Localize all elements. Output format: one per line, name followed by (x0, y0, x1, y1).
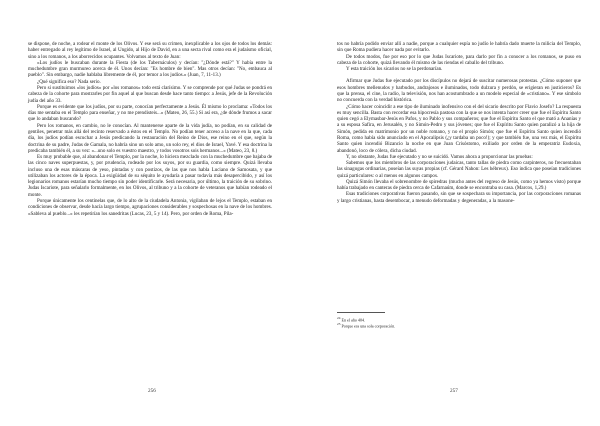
paragraph: De todos modos, fue por eso por lo que Judas Iscariote, para darlo por fin a conocer a los romanos, se puso en cabeza de la cohorte, quizá llevando él mismo de las riendas el caballo del tribuno. (337, 53, 581, 66)
paragraph: Y esta traición los sicarios no se la perdonarían. (346, 66, 443, 73)
paragraph: Quizá Simón llevaba el sobrenombre de spiredras (mucho antes del regreso de Jesús, como ya hemos visto) porque había trabajado en canteras de piedra cerca de Cafarnaúm, donde se encontraba su casa. (Marcos, 1,29.) (337, 178, 581, 192)
paragraph: ¿Qué significa eso? Nada serio. (37, 78, 101, 85)
paragraph: Porque únicamente los centinelas que, de lo alto de la ciudadela Antonia, vigilaban de lejos el Templo, estaban en condiciones de observar, desde hacía largo tiempo, agrupaciones considerables y sospechosas en la nave de los hombres. «Sableva al pueblo...» les repetirían los sanedritas (Lucas, 23, 5 y 14). Pero, por orden de Roma, Pila- (28, 198, 272, 217)
footnote (337, 322, 581, 328)
footnote-rule (337, 312, 385, 313)
paragraph: Porque es evidente que los judíos, por su parte, conocían perfectamente a Jesús. Él mismo lo proclama: «Todos los días me sentaba en el Templo para enseñar, y no me prendisteis...» (Mateo, 26, 55.) Si así era, ¿de dónde frumos a sacar que lo andaban buscando? (28, 103, 272, 123)
paragraph: Esas tradiciones corporativas fueron pasando, sin que se sospechara su importancia, por las corporaciones romanas y largo cristianas, hasta desembocar, a menudo deformadas y degeneradas, a la masone- (337, 191, 581, 204)
footnote-text: En el año 404. (341, 317, 366, 323)
paragraph: Y, no obstante, Judas fue ejecutado y no se suicidó. Vamos ahora a proporcionar las pruebas: (346, 153, 533, 160)
paragraph: Es muy probable que, al abandonar el Templo, por la noche, lo hiciera mezclado con la muchedumbre que bajaba de las cinco naves superpuestas, y, por prudencia, rodeado por los suyos, por su guardia, como siempre. Quizá llevaba incluso una de esas máscaras de yeso, pintadas y con postizos, de las que nos habla Luciano de Samosata, y que utilizaban los actores de la época. La exigüidad de su séquito le ayudaría a pasar todavía más desapercibido, y así los legionarios romanos estarían mucho tiempo sin poder identificarle. Será necesaria, por último, la traición de su sobrino. Judas Iscariote, para señalarlo formalmente, en los Olivos, al tribuno y a la cohorte de veteranos que habían rodeado el monte. (28, 154, 272, 198)
paragraph: tos no habría podido enviar allí a nadie, porque a cualquier espía no judío le habría dado muerte la milicia del Templo, sin que Roma pudiera hacer nada por evitarlo. (337, 41, 581, 54)
paragraph: Pero los romanos, en cambio, no le conocían. Al mantenerse aparte de la vida judía, no podían, en su calidad de gentiles, penetrar más allá del recinto reservado a éstos en el Templo. No podían tener acceso a la nave en la que, cada día, los judíos podían escuchar a Jesús predicando la restauración del Reino de Dios, ese reino en el que, según la doctrina de su padre, Judas de Gamala, no habría sino un solo amo, un solo rey, el dios de Israel, Yavé. Y esa doctrina la predicaba también él, a su vez: «...uno solo es vuestro maestro, y todos vosotros sois hermanos...» (Mateo, 23, 8.) (28, 122, 272, 154)
right-text-column (337, 41, 581, 204)
paragraph: se dispone, de noche, a rodear el monte de los Olivos. Y ese será su crimen, inexplicable a los ojos de todos los demás: haber entregado al rey legítimo de Israel, al Ungido, al Hijo de David, en a una secta rival como era el judaísmo oficial, sino a los romanos, a los aborrecidos ocupantes. Volvamos al texto de Juan: (28, 41, 272, 60)
right-page (300, 0, 600, 426)
page-number: 257 (450, 388, 458, 394)
footnote-marker: 24 (337, 316, 341, 320)
footnote-text: Porque era una sola corporación. (341, 323, 396, 329)
paragraph: Afirmar que Judas fue ejecutado por los discípulos no dejará de suscitar numerosas protestas. ¿Cómo suponer que esos hombres mellenudos y harbudos, andrajosos e iluminados, todo dulzura y perdón, se erigieran en justicieros? Es que la prensa, el cine, la radio, la televisión, nos han acostumbrado a un modelo especial de «cristiano». Y ese símbolo no concuerda con la verdad histórica. (337, 78, 581, 104)
paragraph: «Los judíos le buscaban durante la Fiesta (de los Tabernáculos) y decían: "¿Dónde está?" Y había entre la muchedumbre gran murmureo acerca de él. Unos decían: "Es hombre de bien". Mas otros decían: "No, embauca al pueblo". Sin embargo, nadie hablaba libremente de él, por temor a los judíos.» (Juan, 7, 11-13.) (28, 59, 272, 79)
paragraph: Pero si sustituimos «los judíos» por «los romanos» todo está clarísimo. Y se comprende por qué Judas se pondrá en cabeza de la cohorte para mostrarles por fin aquel al que buscan desde hace tanto tiempo: a Jesús, jefe de la Revolución judía del año 33. (28, 84, 272, 104)
paragraph: Sabemos que los miembros de las corporaciones judaicas, tanto tallas de piedra como carpinteros, no frecuentaban las sinagogas ordinarias, poseían las suyas propias (cf. Gérard Nahon: Les hébreux). Eso indica que poseían tradiciones quizá particulares: o al menos en algunos campos. (337, 160, 581, 179)
footnote-marker: 25 (337, 322, 341, 327)
footnotes (337, 312, 581, 329)
page-number: 256 (148, 388, 156, 394)
paragraph: ¿Cómo hacer coincidir a ese tipo de iluminado inofensivo con el del sicario descrito por Flavio Josefo? La respuesta es muy sencilla. Basta con recordar esa hipocresía pastosa con la que se nos intenta hacer creer que fue el Espíritu Santo quien cegó a Elymasbar-Jesús en Pafos, y no Pablo y sus compañeros; que fue el Espíritu Santo el que mató a Ananías y a su esposa Safira, en Jerusalén, y no Simón-Pedro y sus jóvenes; que fue el Espíritu Santo quien paralizó a la hija de Simón, pedida en matrimonio por un noble romano, y no el propio Simón; que fue el Espíritu Santo quien incendió Roma, como había sido anunciado en el Apocalipsis (¿y tardaba un poco!); y que también fue, una vez más, el Espíritu Santo quien incendió Bizancio la noche en que Juan Crisóstomo, exiliado por orden de la emperatriz Eudoxia, abandonó, loco de cólera, dicha ciudad. (337, 103, 581, 154)
left-text-column (28, 41, 272, 217)
